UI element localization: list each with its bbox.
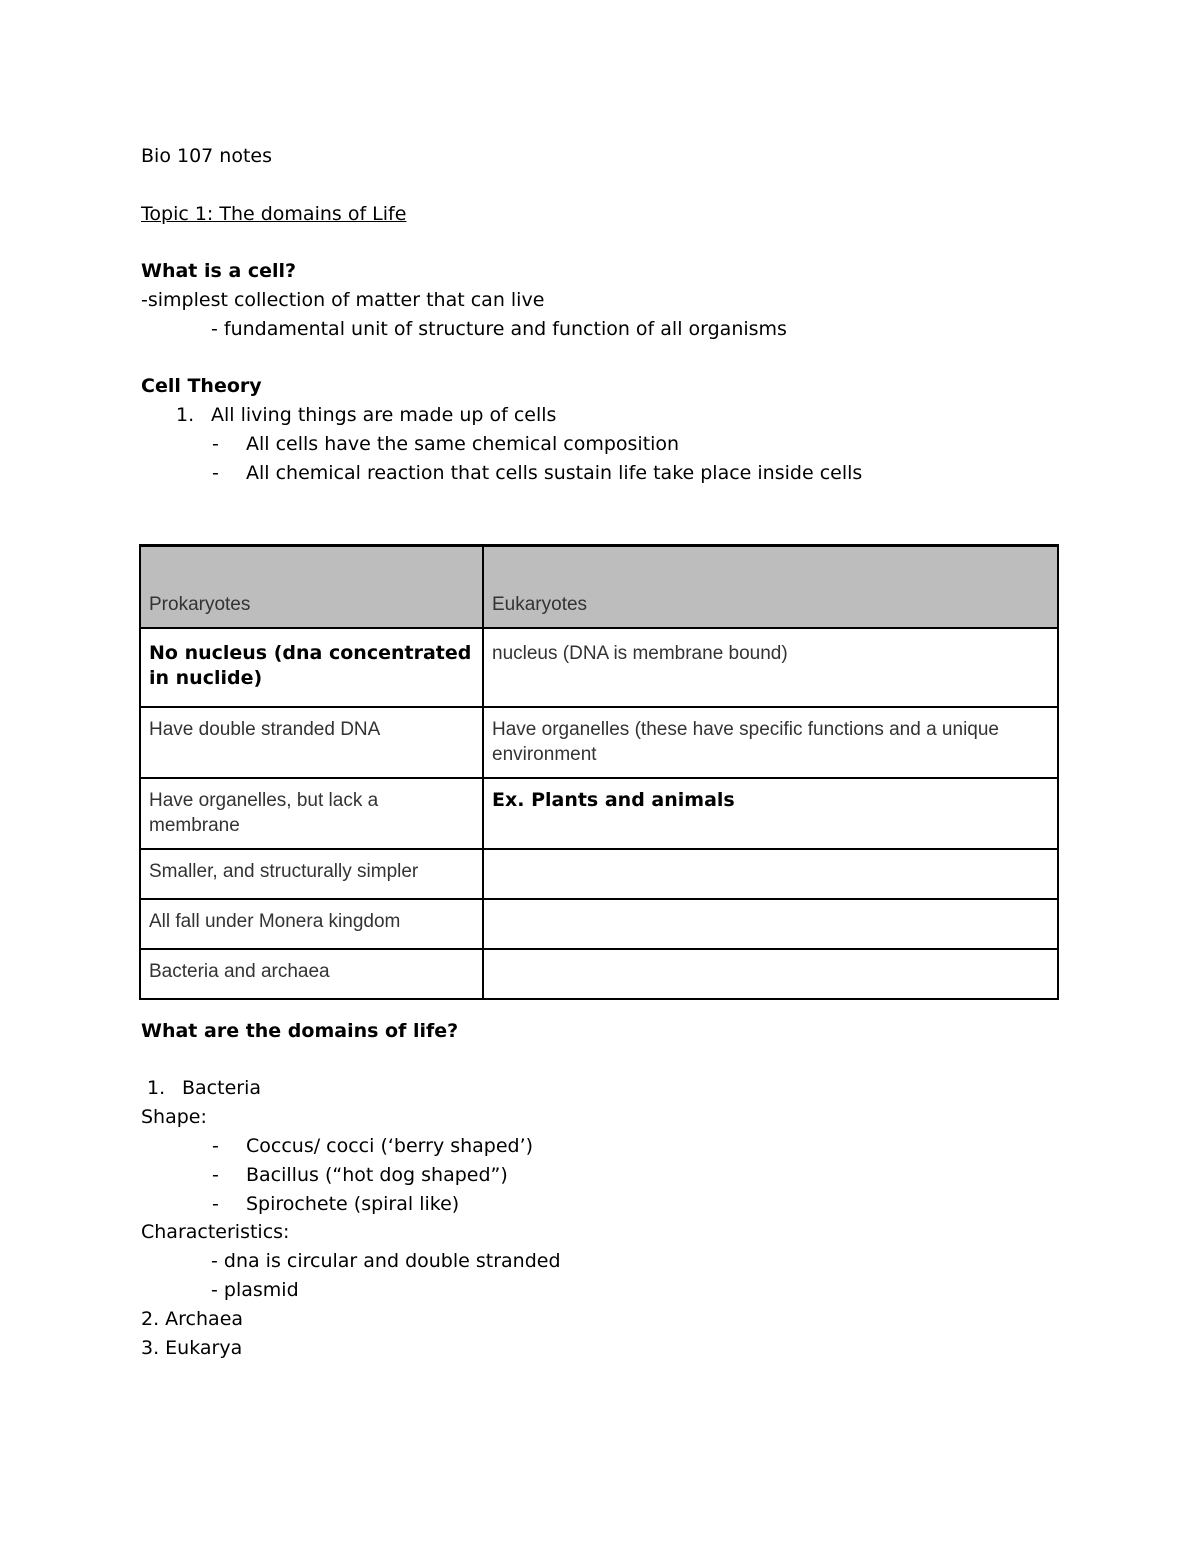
dash-bullet: - xyxy=(212,433,219,455)
table-row xyxy=(140,949,1058,999)
shape-label: Shape: xyxy=(141,1106,207,1128)
table-cell: Smaller, and structurally simpler xyxy=(140,849,483,899)
cell-definition-2: - fundamental unit of structure and function of all organisms xyxy=(211,318,787,340)
cell-heading: What is a cell? xyxy=(141,260,297,282)
table-cell: All fall under Monera kingdom xyxy=(140,899,483,949)
domain-item-eukarya: 3. Eukarya xyxy=(141,1337,243,1359)
shape-text: Bacillus (“hot dog shaped”) xyxy=(246,1164,508,1186)
doc-title: Bio 107 notes xyxy=(141,145,272,167)
shape-text: Coccus/ cocci (‘berry shaped’) xyxy=(246,1135,534,1157)
table-cell: Have organelles (these have specific functions and a unique environment xyxy=(483,707,1058,778)
cell-theory-heading: Cell Theory xyxy=(141,375,262,397)
dash-bullet: - xyxy=(212,1164,219,1186)
table-cell: nucleus (DNA is membrane bound) xyxy=(483,628,1058,707)
list-number: 1. xyxy=(147,1077,166,1099)
table-cell: No nucleus (dna concentrated in nuclide) xyxy=(140,628,483,707)
dash-bullet: - xyxy=(212,462,219,484)
header-prokaryotes: Prokaryotes xyxy=(140,546,483,629)
theory-sub-text: All cells have the same chemical composition xyxy=(246,433,680,455)
table-header-row xyxy=(140,546,1058,629)
shape-item-1 xyxy=(212,1134,533,1158)
table-cell: Ex. Plants and animals xyxy=(483,778,1058,849)
shape-item-2 xyxy=(212,1163,508,1187)
shape-text: Spirochete (spiral like) xyxy=(246,1193,460,1215)
topic-heading: Topic 1: The domains of Life xyxy=(141,203,407,225)
table-row xyxy=(140,849,1058,899)
theory-sub-item-1 xyxy=(212,432,679,456)
theory-sub-item-2 xyxy=(212,461,862,485)
domain-item-bacteria xyxy=(147,1076,261,1100)
dash-bullet: - xyxy=(212,1193,219,1215)
list-number: 1. xyxy=(176,404,195,426)
table-cell xyxy=(483,899,1058,949)
table-cell: Bacteria and archaea xyxy=(140,949,483,999)
header-eukaryotes: Eukaryotes xyxy=(483,546,1058,629)
domain-name: Bacteria xyxy=(182,1077,261,1099)
theory-sub-text: All chemical reaction that cells sustain life take place inside cells xyxy=(246,462,863,484)
characteristic-1: - dna is circular and double stranded xyxy=(211,1250,561,1272)
table-cell: Have double stranded DNA xyxy=(140,707,483,778)
table-cell xyxy=(483,849,1058,899)
domain-item-archaea: 2. Archaea xyxy=(141,1308,244,1330)
comparison-table xyxy=(139,544,1059,1000)
table-row xyxy=(140,707,1058,778)
table-row xyxy=(140,899,1058,949)
cell-definition-1: -simplest collection of matter that can live xyxy=(141,289,545,311)
dash-bullet: - xyxy=(212,1135,219,1157)
theory-item-text: All living things are made up of cells xyxy=(211,404,557,426)
table-cell xyxy=(483,949,1058,999)
table-row xyxy=(140,778,1058,849)
characteristic-2: - plasmid xyxy=(211,1279,299,1301)
characteristics-label: Characteristics: xyxy=(141,1221,290,1243)
shape-item-3 xyxy=(212,1192,459,1216)
theory-item-1 xyxy=(176,403,556,427)
table-row xyxy=(140,628,1058,707)
domains-heading: What are the domains of life? xyxy=(141,1020,459,1042)
table-cell: Have organelles, but lack a membrane xyxy=(140,778,483,849)
